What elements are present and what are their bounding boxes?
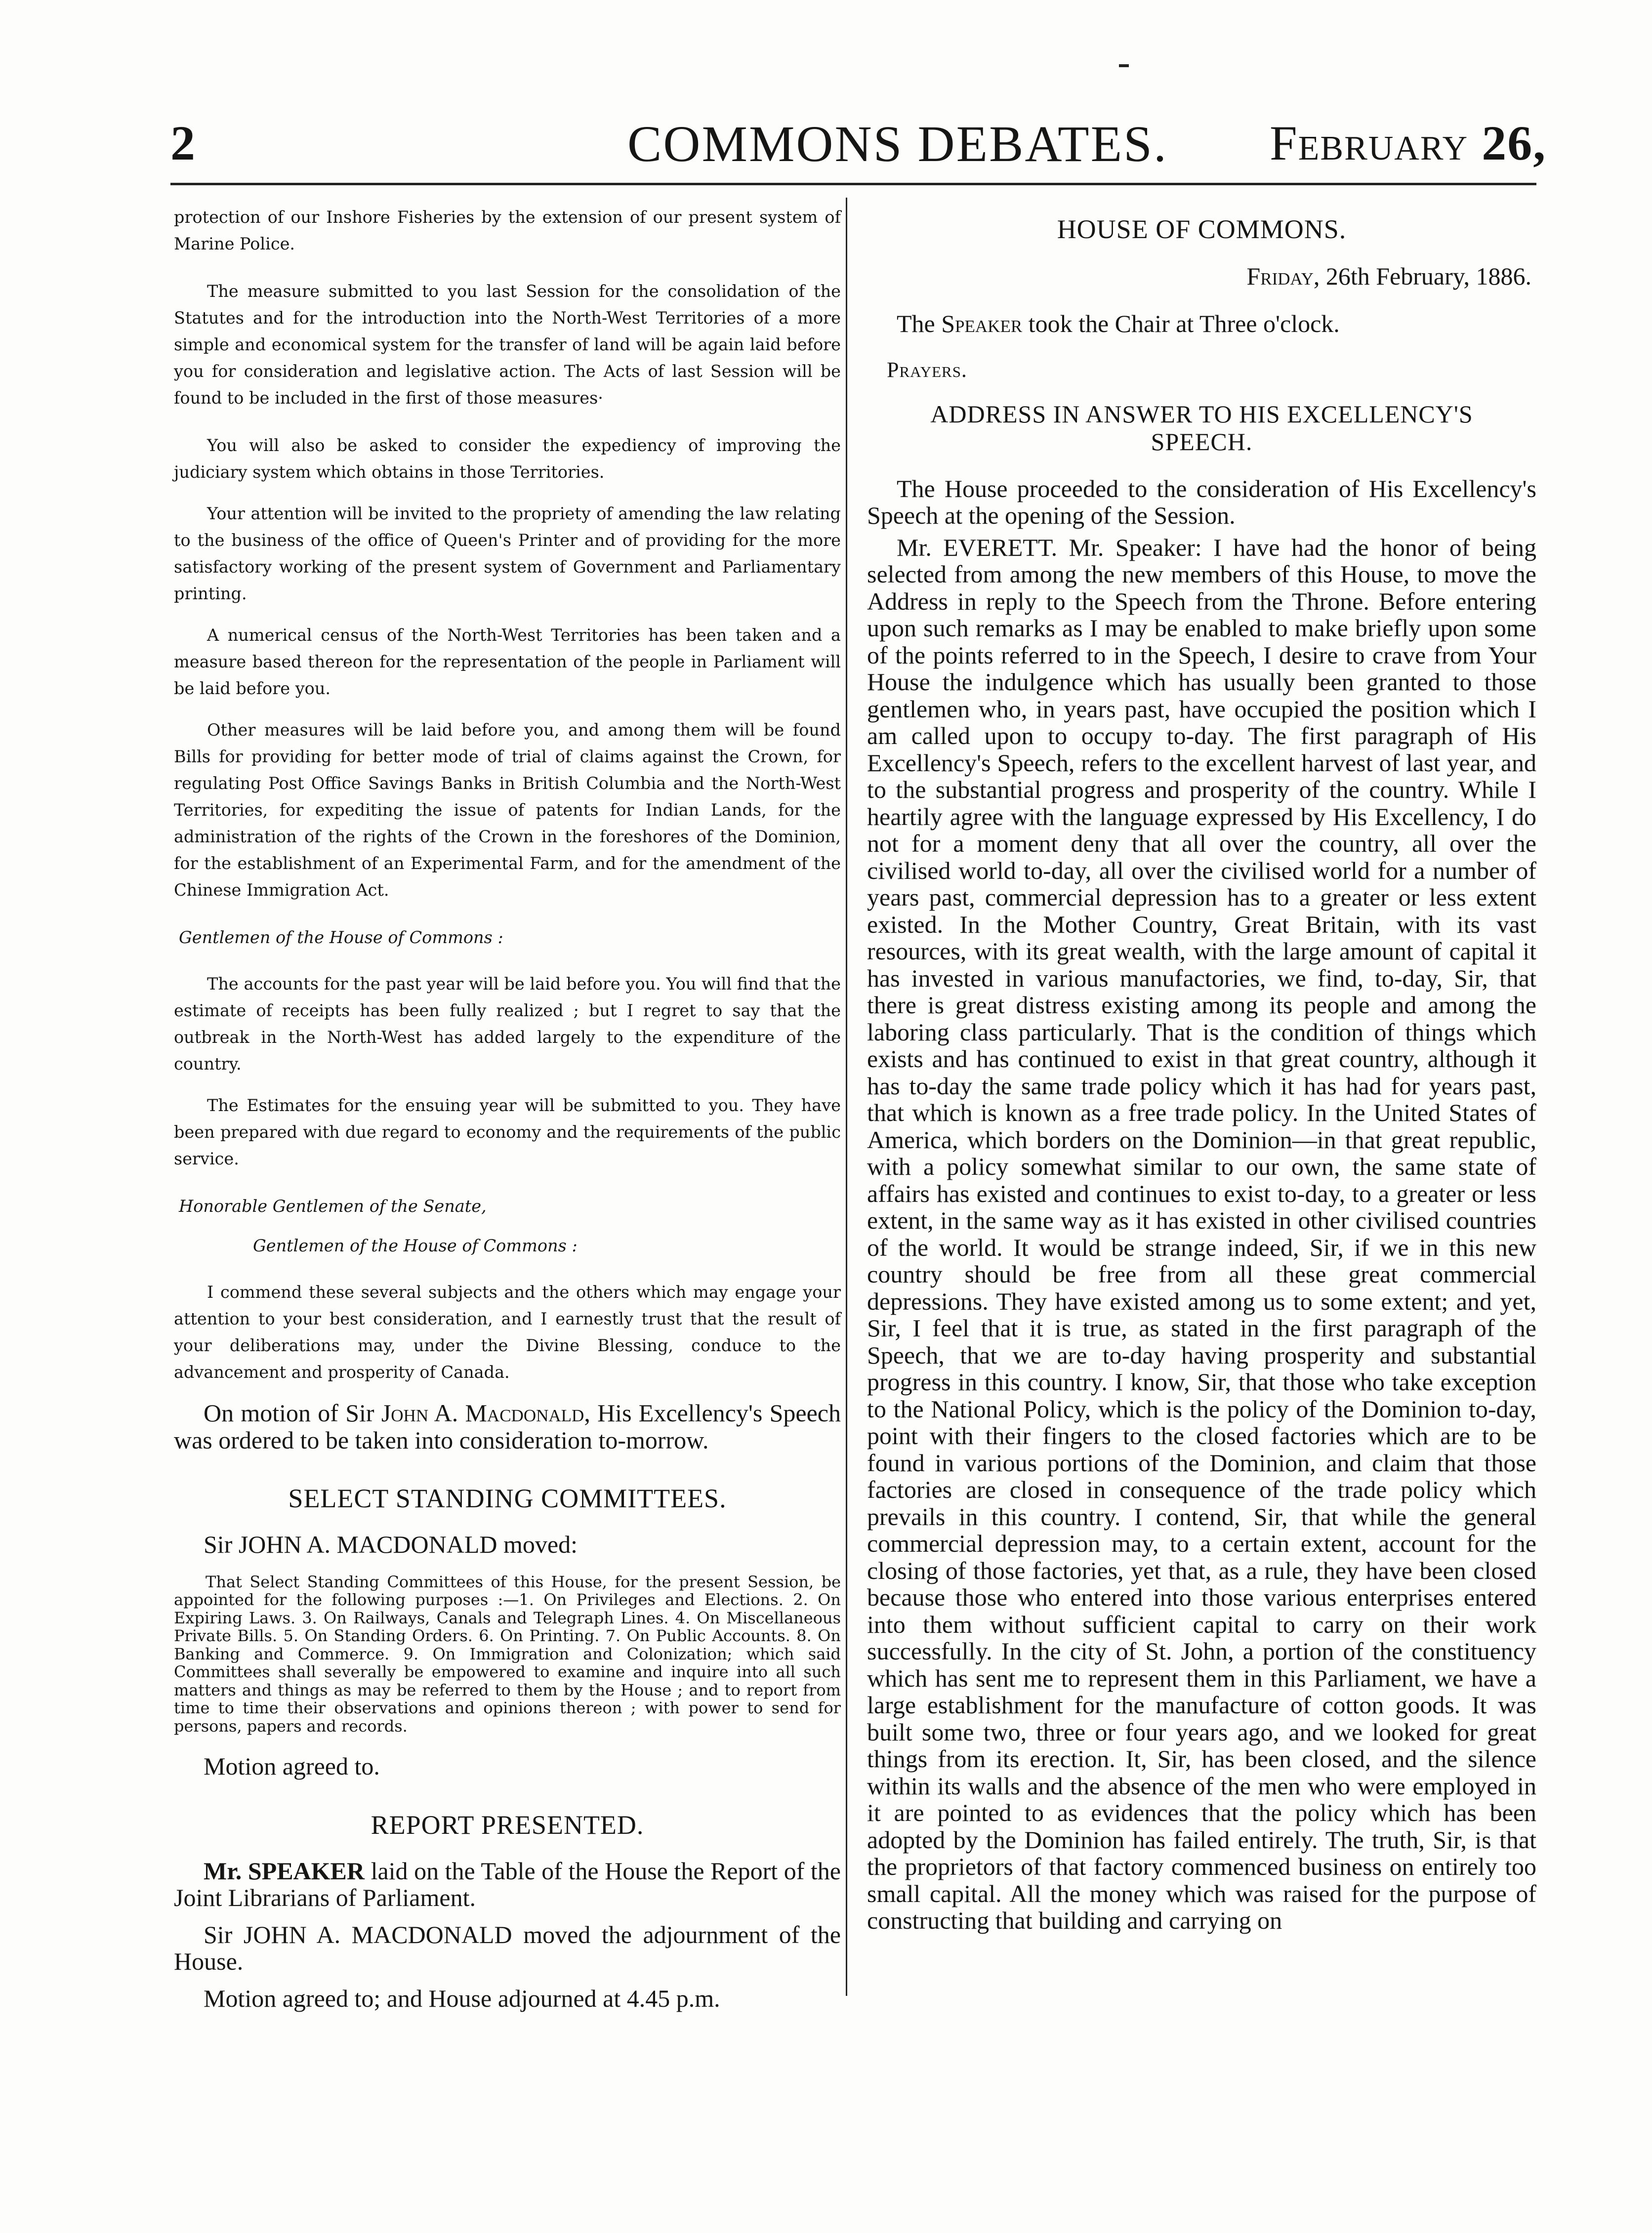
accounts-paragraph: The Estimates for the ensuing year will be submitted to you. They have been prepared with due regard to economy and the requirements of the public service. xyxy=(174,1096,841,1168)
page-mark xyxy=(1119,64,1129,67)
report-speaker: Mr. SPEAKER xyxy=(204,1857,365,1885)
final-line: Motion agreed to; and House adjourned at 4.45 p.m. xyxy=(204,1984,720,2012)
prayers-label: Prayers. xyxy=(887,357,967,382)
motion-suffix: , His Excellency's Speech was ordered to be taken into consideration to-morrow. xyxy=(174,1399,841,1454)
address-heading-line1: ADDRESS IN ANSWER TO HIS EXCELLENCY'S xyxy=(930,400,1473,428)
salutation-senate: Honorable Gentlemen of the Senate, xyxy=(179,1197,487,1216)
speech-paragraph: Your attention will be invited to the propriety of amending the law relating to the business of the office of Queen's Printer and of providing for the more satisfactory working of the present system of Government and Parliamentary printing. xyxy=(174,504,841,603)
committees-heading: SELECT STANDING COMMITTEES. xyxy=(288,1484,727,1513)
proceeded-paragraph: The House proceeded to the consideration of His Excellency's Speech at the opening of the Session. xyxy=(867,474,1536,529)
speech-paragraph: A numerical census of the North-West Territories has been taken and a measure based thereon for the representation of the people in Parliament will be laid before you. xyxy=(174,625,841,698)
column-separator xyxy=(846,198,847,1996)
day-label: Friday xyxy=(1246,262,1314,290)
motion-paragraph xyxy=(174,1400,841,1453)
date-month: February xyxy=(1270,116,1469,170)
speech-text: Mr. Speaker: I have had the honor of being selected from among the new members of this House, to move the Address in reply to the Speech from the Throne. Before entering upon such remarks as I may be enabled to make briefly upon some of the points referred to in the Speech, I desire to crave from Your House the indulgence which has usually been granted to those gentlemen who, in years past, have occupied the position which I am called upon to occupy to-day. The first paragraph of His Excellency's Speech, refers to the excellent harvest of last year, and to the substantial progress and prosperity of the country. While I heartily agree with the language expressed by His Excellency, I do not for a moment deny that all over the country, all over the civilised world to-day, all over the civilised world for a number of years past, commercial depression has to a greater or less extent existed. In the Mother Country, Great Britain, with its vast resources, with its great wealth, with the large amount of capital it has invested in various manufactories, we find, to-day, Sir, that there is great distress existing among its people and among the laboring class particularly. That is the condition of things which exists and has continued to exist in that great country, although it has to-day the same trade policy which it has had for years past, that which is known as a free trade policy. In the United States of America, which borders on the Dominion—in that great republic, with a policy somewhat similar to our own, the same state of affairs has existed and continues to exist to-day, to a greater or less extent, in the same way as it has existed in other civilised countries of the world. It would be strange indeed, Sir, if we in this new country should be free from all these great commercial depressions. They have existed among us to some extent; and yet, Sir, I feel that it is true, as stated in the first paragraph of the Speech, that we are to-day having prosperity and substantial progress in this country. I know, Sir, that those who take exception to the National Policy, which is the policy of the Dominion to-day, point with their fingers to the closed factories which are to be found in various portions of the Dominion, and claim that those factories are closed in consequence of the trade policy which prevails in this country. I contend, Sir, that while the general commercial depression may, to a certain extent, account for the closing of those factories, yet that, as a rule, they have been closed because those who entered into those various enterprises entered into them without sufficient capital to carry on their work successfully. In the city of St. John, a portion of the constituency which has sent me to represent them in this Parliament, we have a large establishment for the manufacture of cotton goods. It was built some two, three or four years ago, and we looked for great things from its erection. It, Sir, has been closed, and the silence within its walls and the absence of the men who were employed in it are pointed to as evidences that the policy which has been adopted by the Dominion has failed entirely. The truth, Sir, is that the proprietors of that factory commenced business on entirely too small capital. All the money which was raised for the purpose of constructing that building and carrying on xyxy=(867,533,1536,1934)
adjourn-text: moved the adjournment of the House. xyxy=(174,1920,841,1975)
report-text: laid on the Table of the House the Report of the Joint Librarians of Parliament. xyxy=(174,1857,841,1911)
header-rule xyxy=(170,183,1536,185)
motion-agreed: Motion agreed to. xyxy=(204,1752,380,1780)
report-paragraph xyxy=(174,1858,841,1911)
address-heading-line2: SPEECH. xyxy=(1151,427,1253,455)
date-day: 26, xyxy=(1482,116,1547,170)
speech-paragraph: You will also be asked to consider the expediency of improving the judiciary system which obtains in those Territories. xyxy=(174,436,841,482)
salutation-commons: Gentlemen of the House of Commons : xyxy=(179,928,503,947)
sitting-date xyxy=(867,262,1531,290)
speaker-name: Mr. EVERETT. xyxy=(897,533,1058,561)
running-date xyxy=(1270,116,1547,170)
date-text: , 26th February, 1886. xyxy=(1313,262,1531,290)
speech-paragraph: Other measures will be laid before you, and among them will be found Bills for providing for better mode of trial of claims against the Crown, for regulating Post Office Savings Banks in British Columbia and the North-West Territories, for expediting the issue of patents for Indian Lands, for the administration of the rights of the Crown in the foreshores of the Dominion, for the establishment of an Experimental Farm, and for the amendment of the Chinese Immigration Act. xyxy=(174,720,841,900)
committees-text: That Select Standing Committees of this House, for the present Session, be appointed for the following purposes :—1. On Privileges and Elections. 2. On Expiring Laws. 3. On Railways, Canals and Telegraph Lines. 4. On Miscellaneous Private Bills. 5. On Standing Orders. 6. On Printing. 7. On Public Accounts. 8. On Banking and Commerce. 9. On Immigration and Colonization; which said Committees shall severally be empowered to examine and inquire into all such matters and things as may be referred to them by the House ; and to report from time to time their observations and opinions thereon ; with power to send for persons, papers and records. xyxy=(174,1572,841,1736)
everett-speech xyxy=(867,534,1536,1934)
motion-name: John A. Macdonald xyxy=(381,1399,584,1427)
accounts-paragraph: The accounts for the past year will be laid before you. You will find that the estimate of receipts has been fully realized ; but I regret to say that the outbreak in the North-West has added largely to the expenditure of the country. xyxy=(174,974,841,1074)
report-heading: REPORT PRESENTED. xyxy=(371,1810,644,1840)
right-column xyxy=(867,204,1536,1939)
closing-paragraph: I commend these several subjects and the others which may engage your attention to your best consideration, and I earnestly trust that the result of your deliberations may, under the Divine Blessing, conduce to the advancement and prosperity of Canada. xyxy=(174,1282,841,1382)
speaker-prefix: The xyxy=(897,310,942,337)
speaker-suffix: took the Chair at Three o'clock. xyxy=(1022,310,1340,337)
adjourn-name: Sir JOHN A. MACDONALD xyxy=(204,1920,512,1948)
page-number: 2 xyxy=(170,116,195,170)
house-heading: HOUSE OF COMMONS. xyxy=(1057,214,1347,244)
speaker-paragraph xyxy=(867,310,1536,337)
speech-paragraph: The measure submitted to you last Session for the consolidation of the Statutes and for the introduction into the North-West Territories of a more simple and economical system for the transfer of land will be again laid before you for consideration and legislative action. The Acts of last Session will be found to be included in the first of those measures· xyxy=(174,282,841,408)
speech-paragraph: protection of our Inshore Fisheries by the extension of our present system of Marine Police. xyxy=(174,207,841,253)
motion-prefix: On motion of Sir xyxy=(204,1399,381,1427)
running-title: COMMONS DEBATES. xyxy=(627,116,1168,172)
left-column xyxy=(174,204,841,2017)
speaker-word: Speaker xyxy=(941,310,1023,337)
committees-mover: Sir JOHN A. MACDONALD moved: xyxy=(204,1530,578,1558)
adjourn-paragraph xyxy=(174,1921,841,1975)
salutation-commons-2: Gentlemen of the House of Commons : xyxy=(253,1236,578,1255)
address-heading xyxy=(867,400,1536,455)
